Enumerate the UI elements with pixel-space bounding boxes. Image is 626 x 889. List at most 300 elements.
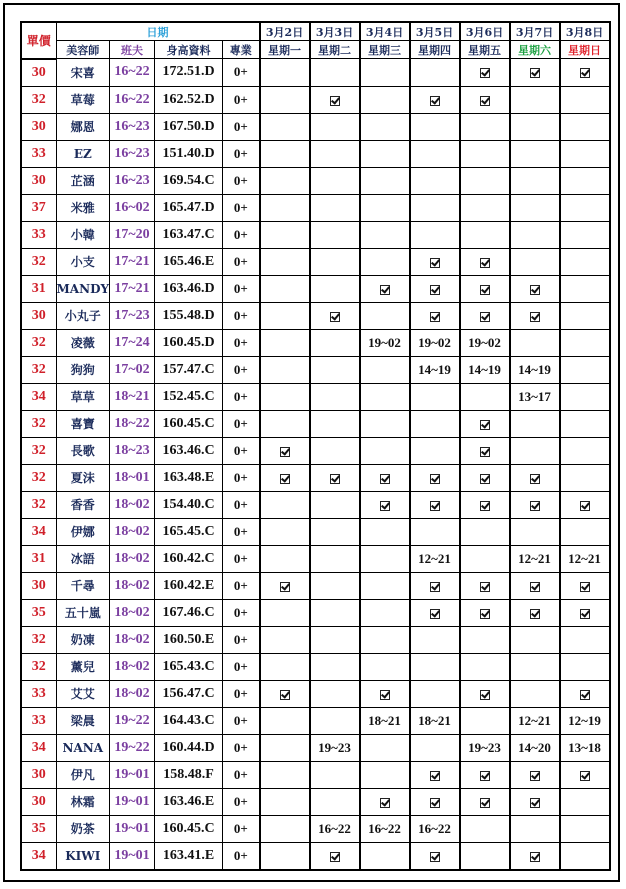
- day-cell: 16~22: [360, 815, 410, 842]
- day-cell: [360, 410, 410, 437]
- day-cell: 12~21: [560, 545, 610, 572]
- day-cell: [260, 680, 310, 707]
- shift-cell: 18~02: [110, 572, 155, 599]
- price-cell: 30: [21, 761, 56, 788]
- shift-cell: 19~01: [110, 788, 155, 815]
- day-cell: [460, 59, 510, 87]
- stylist-name-cell: 長歌: [56, 437, 110, 464]
- price-cell: 30: [21, 788, 56, 815]
- price-cell: 33: [21, 221, 56, 248]
- checkbox-checked-icon: [480, 798, 490, 808]
- day-cell: [310, 356, 360, 383]
- day-cell: [560, 167, 610, 194]
- day-cell: [510, 815, 560, 842]
- table-row: [21, 599, 610, 626]
- height-cell: 169.54.C: [155, 167, 223, 194]
- price-cell: 34: [21, 734, 56, 761]
- day-cell: [310, 167, 360, 194]
- day-cell: [360, 680, 410, 707]
- day-cell: [360, 734, 410, 761]
- day-cell: [260, 437, 310, 464]
- day-cell: [560, 680, 610, 707]
- day-cell: [560, 842, 610, 870]
- checkbox-checked-icon: [380, 690, 390, 700]
- height-cell: 162.52.D: [155, 86, 223, 113]
- height-cell: 163.41.E: [155, 842, 223, 870]
- day-cell: [460, 167, 510, 194]
- checkbox-checked-icon: [380, 501, 390, 511]
- experience-cell: 0+: [223, 167, 260, 194]
- checkbox-checked-icon: [480, 582, 490, 592]
- day-cell: [310, 707, 360, 734]
- stylist-name-cell: KIWI: [56, 842, 110, 870]
- day-cell: 16~22: [310, 815, 360, 842]
- stylist-name-cell: 五十嵐: [56, 599, 110, 626]
- experience-cell: 0+: [223, 626, 260, 653]
- experience-cell: 0+: [223, 734, 260, 761]
- day-date-header: 3月6日: [460, 22, 510, 41]
- day-cell: [560, 437, 610, 464]
- shift-cell: 17~23: [110, 302, 155, 329]
- day-cell: [510, 680, 560, 707]
- day-cell: [310, 59, 360, 87]
- day-cell: [510, 113, 560, 140]
- day-cell: [360, 356, 410, 383]
- table-row: [21, 329, 610, 356]
- price-cell: 35: [21, 599, 56, 626]
- day-cell: [360, 518, 410, 545]
- price-header: 單價: [21, 22, 56, 59]
- shift-cell: 16~22: [110, 86, 155, 113]
- day-cell: [360, 59, 410, 87]
- experience-cell: 0+: [223, 410, 260, 437]
- day-cell: [360, 545, 410, 572]
- checkbox-checked-icon: [430, 258, 440, 268]
- checkbox-checked-icon: [430, 852, 440, 862]
- date-span-header: 日期: [56, 22, 260, 41]
- shift-cell: 18~02: [110, 518, 155, 545]
- stylist-name-cell: EZ: [56, 140, 110, 167]
- day-cell: [460, 788, 510, 815]
- day-cell: [310, 572, 360, 599]
- day-cell: [310, 113, 360, 140]
- day-cell: [460, 707, 510, 734]
- day-cell: [560, 410, 610, 437]
- shift-cell: 18~02: [110, 626, 155, 653]
- day-cell: [360, 383, 410, 410]
- experience-cell: 0+: [223, 815, 260, 842]
- stylist-name-cell: 艾艾: [56, 680, 110, 707]
- price-cell: 32: [21, 464, 56, 491]
- table-row: [21, 572, 610, 599]
- day-cell: [410, 491, 460, 518]
- day-cell: [260, 734, 310, 761]
- day-cell: [510, 653, 560, 680]
- day-cell: [410, 572, 460, 599]
- shift-cell: 19~01: [110, 842, 155, 870]
- checkbox-checked-icon: [330, 852, 340, 862]
- day-cell: [310, 545, 360, 572]
- checkbox-checked-icon: [480, 690, 490, 700]
- day-cell: [510, 599, 560, 626]
- day-cell: [260, 383, 310, 410]
- day-cell: [460, 437, 510, 464]
- experience-cell: 0+: [223, 86, 260, 113]
- day-cell: [410, 626, 460, 653]
- table-row: [21, 221, 610, 248]
- checkbox-checked-icon: [430, 96, 440, 106]
- day-cell: [510, 194, 560, 221]
- table-row: [21, 113, 610, 140]
- stylist-name-cell: 小丸子: [56, 302, 110, 329]
- day-cell: [510, 410, 560, 437]
- day-cell: [310, 248, 360, 275]
- height-cell: 160.50.E: [155, 626, 223, 653]
- day-cell: [560, 275, 610, 302]
- shift-header: 班夫: [110, 41, 155, 59]
- day-cell: [510, 464, 560, 491]
- day-cell: [460, 680, 510, 707]
- checkbox-checked-icon: [430, 798, 440, 808]
- day-cell: [360, 626, 410, 653]
- height-header: 身高資料: [155, 41, 223, 59]
- day-cell: [260, 275, 310, 302]
- price-cell: 32: [21, 86, 56, 113]
- height-cell: 164.43.C: [155, 707, 223, 734]
- day-cell: [510, 518, 560, 545]
- stylist-name-cell: 小支: [56, 248, 110, 275]
- day-cell: [410, 464, 460, 491]
- day-cell: [510, 437, 560, 464]
- height-cell: 160.45.D: [155, 329, 223, 356]
- day-cell: [310, 140, 360, 167]
- stylist-name-cell: 香香: [56, 491, 110, 518]
- stylist-name-cell: 凌薇: [56, 329, 110, 356]
- table-row: [21, 86, 610, 113]
- day-cell: [310, 680, 360, 707]
- height-cell: 157.47.C: [155, 356, 223, 383]
- day-cell: [560, 572, 610, 599]
- day-date-header: 3月3日: [310, 22, 360, 41]
- price-cell: 33: [21, 140, 56, 167]
- height-cell: 160.44.D: [155, 734, 223, 761]
- checkbox-checked-icon: [480, 285, 490, 295]
- day-cell: [510, 788, 560, 815]
- day-cell: [410, 113, 460, 140]
- day-cell: [560, 599, 610, 626]
- checkbox-checked-icon: [480, 312, 490, 322]
- stylist-name-cell: 夏沫: [56, 464, 110, 491]
- day-cell: 12~19: [560, 707, 610, 734]
- day-cell: [360, 86, 410, 113]
- shift-cell: 19~01: [110, 815, 155, 842]
- day-cell: 14~19: [460, 356, 510, 383]
- stylist-name-cell: 林霜: [56, 788, 110, 815]
- table-row: [21, 734, 610, 761]
- day-cell: [360, 113, 410, 140]
- day-cell: [560, 59, 610, 87]
- day-cell: [260, 518, 310, 545]
- day-cell: 19~02: [410, 329, 460, 356]
- weekday-header: 星期二: [310, 41, 360, 59]
- day-cell: [260, 248, 310, 275]
- weekday-header: 星期三: [360, 41, 410, 59]
- day-cell: 18~21: [360, 707, 410, 734]
- shift-cell: 19~01: [110, 761, 155, 788]
- checkbox-checked-icon: [580, 68, 590, 78]
- price-cell: 34: [21, 518, 56, 545]
- table-row: [21, 302, 610, 329]
- day-cell: [460, 842, 510, 870]
- checkbox-checked-icon: [430, 312, 440, 322]
- day-cell: [260, 626, 310, 653]
- day-cell: [410, 680, 460, 707]
- day-cell: [460, 653, 510, 680]
- price-cell: 31: [21, 275, 56, 302]
- day-cell: [260, 410, 310, 437]
- day-cell: [360, 437, 410, 464]
- shift-cell: 18~21: [110, 383, 155, 410]
- day-cell: 12~21: [510, 545, 560, 572]
- table-row: [21, 626, 610, 653]
- experience-cell: 0+: [223, 140, 260, 167]
- checkbox-checked-icon: [280, 582, 290, 592]
- day-cell: [410, 842, 460, 870]
- shift-cell: 16~23: [110, 167, 155, 194]
- day-cell: [360, 275, 410, 302]
- shift-cell: 16~22: [110, 59, 155, 87]
- day-cell: [360, 464, 410, 491]
- height-cell: 167.50.D: [155, 113, 223, 140]
- checkbox-checked-icon: [480, 501, 490, 511]
- day-cell: [260, 815, 310, 842]
- checkbox-checked-icon: [480, 771, 490, 781]
- checkbox-checked-icon: [280, 447, 290, 457]
- experience-cell: 0+: [223, 437, 260, 464]
- day-cell: [460, 491, 510, 518]
- checkbox-checked-icon: [480, 68, 490, 78]
- day-cell: [360, 167, 410, 194]
- height-cell: 160.42.C: [155, 545, 223, 572]
- checkbox-checked-icon: [530, 609, 540, 619]
- stylist-name-cell: 千尋: [56, 572, 110, 599]
- price-cell: 30: [21, 167, 56, 194]
- price-cell: 30: [21, 572, 56, 599]
- day-cell: [510, 761, 560, 788]
- day-cell: [410, 248, 460, 275]
- checkbox-checked-icon: [330, 312, 340, 322]
- checkbox-checked-icon: [330, 96, 340, 106]
- day-cell: [410, 761, 460, 788]
- shift-cell: 18~02: [110, 599, 155, 626]
- day-cell: [260, 761, 310, 788]
- experience-cell: 0+: [223, 545, 260, 572]
- day-cell: [560, 761, 610, 788]
- price-cell: 32: [21, 248, 56, 275]
- height-cell: 163.48.E: [155, 464, 223, 491]
- day-cell: [260, 491, 310, 518]
- price-cell: 32: [21, 329, 56, 356]
- day-cell: [260, 842, 310, 870]
- day-cell: [260, 140, 310, 167]
- day-cell: [360, 842, 410, 870]
- stylist-name-cell: 薰兒: [56, 653, 110, 680]
- day-cell: 19~23: [460, 734, 510, 761]
- day-cell: [260, 329, 310, 356]
- experience-cell: 0+: [223, 680, 260, 707]
- day-cell: [460, 194, 510, 221]
- table-row: [21, 653, 610, 680]
- height-cell: 160.45.C: [155, 815, 223, 842]
- day-cell: [410, 167, 460, 194]
- checkbox-checked-icon: [380, 285, 390, 295]
- day-cell: [310, 86, 360, 113]
- day-cell: [360, 653, 410, 680]
- day-cell: [460, 572, 510, 599]
- stylist-name-cell: 草莓: [56, 86, 110, 113]
- day-date-header: 3月8日: [560, 22, 610, 41]
- day-cell: [310, 653, 360, 680]
- price-cell: 32: [21, 653, 56, 680]
- table-row: [21, 194, 610, 221]
- stylist-name-cell: 草草: [56, 383, 110, 410]
- checkbox-checked-icon: [580, 582, 590, 592]
- experience-cell: 0+: [223, 572, 260, 599]
- experience-cell: 0+: [223, 491, 260, 518]
- price-cell: 30: [21, 113, 56, 140]
- table-row: [21, 815, 610, 842]
- checkbox-checked-icon: [430, 771, 440, 781]
- checkbox-checked-icon: [430, 582, 440, 592]
- height-cell: 167.46.C: [155, 599, 223, 626]
- price-cell: 34: [21, 383, 56, 410]
- checkbox-checked-icon: [430, 474, 440, 484]
- day-cell: [510, 626, 560, 653]
- day-cell: [560, 221, 610, 248]
- day-cell: [510, 167, 560, 194]
- day-cell: [410, 518, 460, 545]
- day-cell: [560, 788, 610, 815]
- shift-cell: 18~02: [110, 491, 155, 518]
- day-cell: 13~17: [510, 383, 560, 410]
- day-cell: 12~21: [510, 707, 560, 734]
- stylist-name-cell: 芷涵: [56, 167, 110, 194]
- stylist-name-cell: 米雅: [56, 194, 110, 221]
- stylist-name-cell: 小韓: [56, 221, 110, 248]
- checkbox-checked-icon: [480, 474, 490, 484]
- day-cell: [510, 59, 560, 87]
- day-cell: [360, 248, 410, 275]
- height-cell: 165.45.C: [155, 518, 223, 545]
- checkbox-checked-icon: [580, 771, 590, 781]
- price-cell: 30: [21, 302, 56, 329]
- experience-cell: 0+: [223, 842, 260, 870]
- stylist-header: 美容師: [56, 41, 110, 59]
- day-cell: [510, 302, 560, 329]
- day-date-header: 3月5日: [410, 22, 460, 41]
- day-cell: [310, 599, 360, 626]
- table-row: [21, 59, 610, 87]
- height-cell: 155.48.D: [155, 302, 223, 329]
- day-cell: [310, 626, 360, 653]
- checkbox-checked-icon: [530, 474, 540, 484]
- day-cell: [310, 491, 360, 518]
- day-cell: [460, 383, 510, 410]
- day-cell: [360, 761, 410, 788]
- experience-cell: 0+: [223, 518, 260, 545]
- day-cell: [560, 302, 610, 329]
- day-cell: [260, 572, 310, 599]
- height-cell: 160.42.E: [155, 572, 223, 599]
- day-cell: [360, 194, 410, 221]
- day-cell: [560, 356, 610, 383]
- price-cell: 32: [21, 437, 56, 464]
- day-cell: [460, 626, 510, 653]
- day-cell: [460, 302, 510, 329]
- day-cell: [460, 518, 510, 545]
- checkbox-checked-icon: [530, 312, 540, 322]
- height-cell: 165.43.C: [155, 653, 223, 680]
- table-row: [21, 680, 610, 707]
- day-cell: [510, 221, 560, 248]
- day-cell: [560, 194, 610, 221]
- checkbox-checked-icon: [580, 690, 590, 700]
- day-cell: [360, 302, 410, 329]
- day-cell: [410, 140, 460, 167]
- day-cell: 19~23: [310, 734, 360, 761]
- checkbox-checked-icon: [380, 474, 390, 484]
- checkbox-checked-icon: [380, 798, 390, 808]
- stylist-name-cell: 喜寶: [56, 410, 110, 437]
- table-row: [21, 356, 610, 383]
- shift-cell: 18~02: [110, 680, 155, 707]
- checkbox-checked-icon: [480, 447, 490, 457]
- stylist-name-cell: 梁晨: [56, 707, 110, 734]
- day-cell: [410, 275, 460, 302]
- shift-cell: 17~21: [110, 275, 155, 302]
- price-cell: 30: [21, 59, 56, 87]
- weekday-header: 星期一: [260, 41, 310, 59]
- height-cell: 151.40.D: [155, 140, 223, 167]
- height-cell: 165.47.D: [155, 194, 223, 221]
- day-cell: 19~02: [360, 329, 410, 356]
- table-row: [21, 518, 610, 545]
- stylist-name-cell: 娜恩: [56, 113, 110, 140]
- day-cell: [460, 545, 510, 572]
- day-cell: [310, 221, 360, 248]
- checkbox-checked-icon: [530, 771, 540, 781]
- stylist-name-cell: 伊凡: [56, 761, 110, 788]
- day-cell: [310, 761, 360, 788]
- day-cell: [560, 248, 610, 275]
- checkbox-checked-icon: [480, 420, 490, 430]
- price-cell: 32: [21, 491, 56, 518]
- shift-cell: 18~23: [110, 437, 155, 464]
- experience-cell: 0+: [223, 113, 260, 140]
- stylist-name-cell: 冰語: [56, 545, 110, 572]
- day-cell: [260, 113, 310, 140]
- day-cell: [510, 491, 560, 518]
- shift-cell: 16~23: [110, 113, 155, 140]
- day-cell: [510, 248, 560, 275]
- checkbox-checked-icon: [480, 96, 490, 106]
- day-cell: [410, 437, 460, 464]
- price-cell: 32: [21, 626, 56, 653]
- checkbox-checked-icon: [330, 474, 340, 484]
- day-cell: [460, 761, 510, 788]
- day-cell: [510, 275, 560, 302]
- checkbox-checked-icon: [430, 285, 440, 295]
